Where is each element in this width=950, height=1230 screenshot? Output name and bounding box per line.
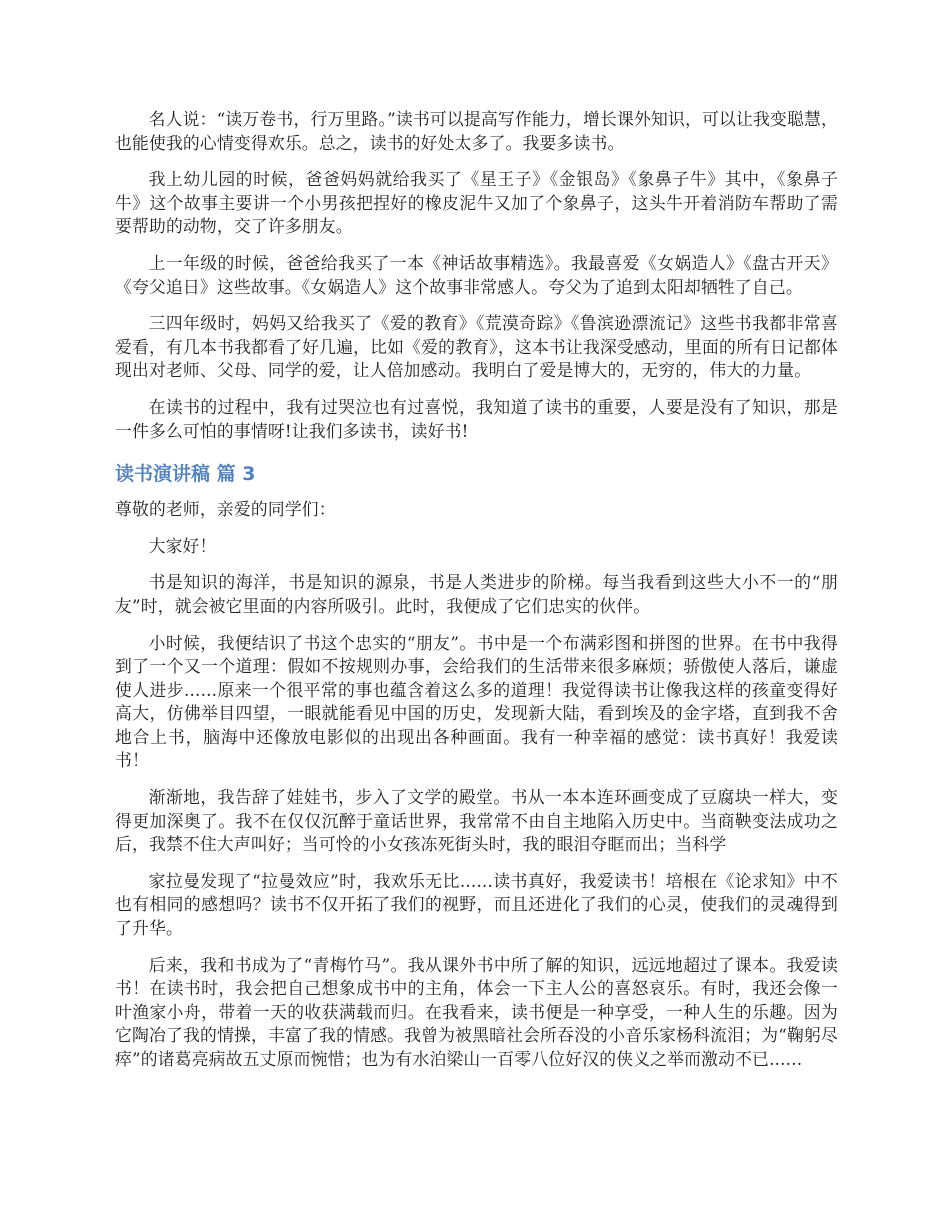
paragraph: 在读书的过程中，我有过哭泣也有过喜悦，我知道了读书的重要，人要是没有了知识，那是一件多么可怕的事情呀!让我们多读书，读好书! xyxy=(115,396,838,441)
greeting: 大家好！ xyxy=(148,535,217,556)
paragraph: 小时候，我便结识了书这个忠实的“朋友”。书中是一个布满彩图和拼图的世界。在书中我得到了一个又一个道理：假如不按规则办事，会给我们的生活带来很多麻烦；骄傲使人落后，谦虚使人进步......原来一个很平常的事也蕴含着这么多的道理！我觉得读书让像我这样的孩童变得好高大，仿佛举目四望，一眼就能看见中国的历史，发现新大陆，看到埃及的金字塔，直到我不舍地合上书，脑海中还像放电影似的出现出各种画面。我有一种幸福的感觉：读书真好！我爱读书！ xyxy=(115,632,838,771)
paragraph: 三四年级时，妈妈又给我买了《爱的教育》《荒漠奇踪》《鲁滨逊漂流记》这些书我都非常喜爱看，有几本书我都看了好几遍，比如《爱的教育》，这本书让我深受感动，里面的所有日记都体现出对老师、父母、同学的爱，让人倍加感动。我明白了爱是博大的，无穷的，伟大的力量。 xyxy=(115,313,838,381)
salutation: 尊敬的老师，亲爱的同学们： xyxy=(115,499,336,520)
paragraph: 我上幼儿园的时候，爸爸妈妈就给我买了《星王子》《金银岛》《象鼻子牛》其中，《象鼻子牛》这个故事主要讲一个小男孩把捏好的橡皮泥牛又加了个象鼻子，这头牛开着消防车帮助了需要帮助的动物，交了许多朋友。 xyxy=(115,169,838,237)
paragraph: 后来，我和书成为了“青梅竹马”。我从课外书中所了解的知识，远远地超过了课本。我爱读书！在读书时，我会把自己想象成书中的主角，体会一下主人公的喜怒哀乐。有时，我还会像一叶渔家小舟，带着一天的收获满载而归。在我看来，读书便是一种享受，一种人生的乐趣。因为它陶冶了我的情操，丰富了我的情感。我曾为被黑暗社会所吞没的小音乐家杨科流泪；为“鞠躬尽瘁”的诸葛亮病故五丈原而惋惜；也为有水泊梁山一百零八位好汉的侠义之举而激动不已...... xyxy=(115,954,838,1069)
paragraph: 家拉曼发现了“拉曼效应”时，我欢乐无比......读书真好，我爱读书！培根在《论求知》中不也有相同的感想吗？读书不仅开拓了我们的视野，而且还进化了我们的心灵，使我们的灵魂得到了升华。 xyxy=(115,870,838,939)
section-title: 读书演讲稿 篇 3 xyxy=(115,463,256,486)
paragraph: 书是知识的海洋，书是知识的源泉，书是人类进步的阶梯。每当我看到这些大小不一的“朋友”时，就会被它里面的内容所吸引。此时，我便成了它们忠实的伙伴。 xyxy=(115,572,838,616)
paragraph: 名人说：“读万卷书，行万里路。”读书可以提高写作能力，增长课外知识，可以让我变聪慧，也能使我的心情变得欢乐。总之，读书的好处太多了。我要多读书。 xyxy=(115,109,838,153)
paragraph: 渐渐地，我告辞了娃娃书，步入了文学的殿堂。书从一本本连环画变成了豆腐块一样大，变得更加深奥了。我不在仅仅沉醉于童话世界，我常常不由自主地陷入历史中。当商鞅变法成功之后，我禁不住大声叫好；当可怜的小女孩冻死街头时，我的眼泪夺眶而出；当科学 xyxy=(115,787,838,855)
paragraph: 上一年级的时候，爸爸给我买了一本《神话故事精选》。我最喜爱《女娲造人》《盘古开天》《夸父追日》这些故事。《女娲造人》这个故事非常感人。夸父为了追到太阳却牺牲了自己。 xyxy=(115,252,838,297)
